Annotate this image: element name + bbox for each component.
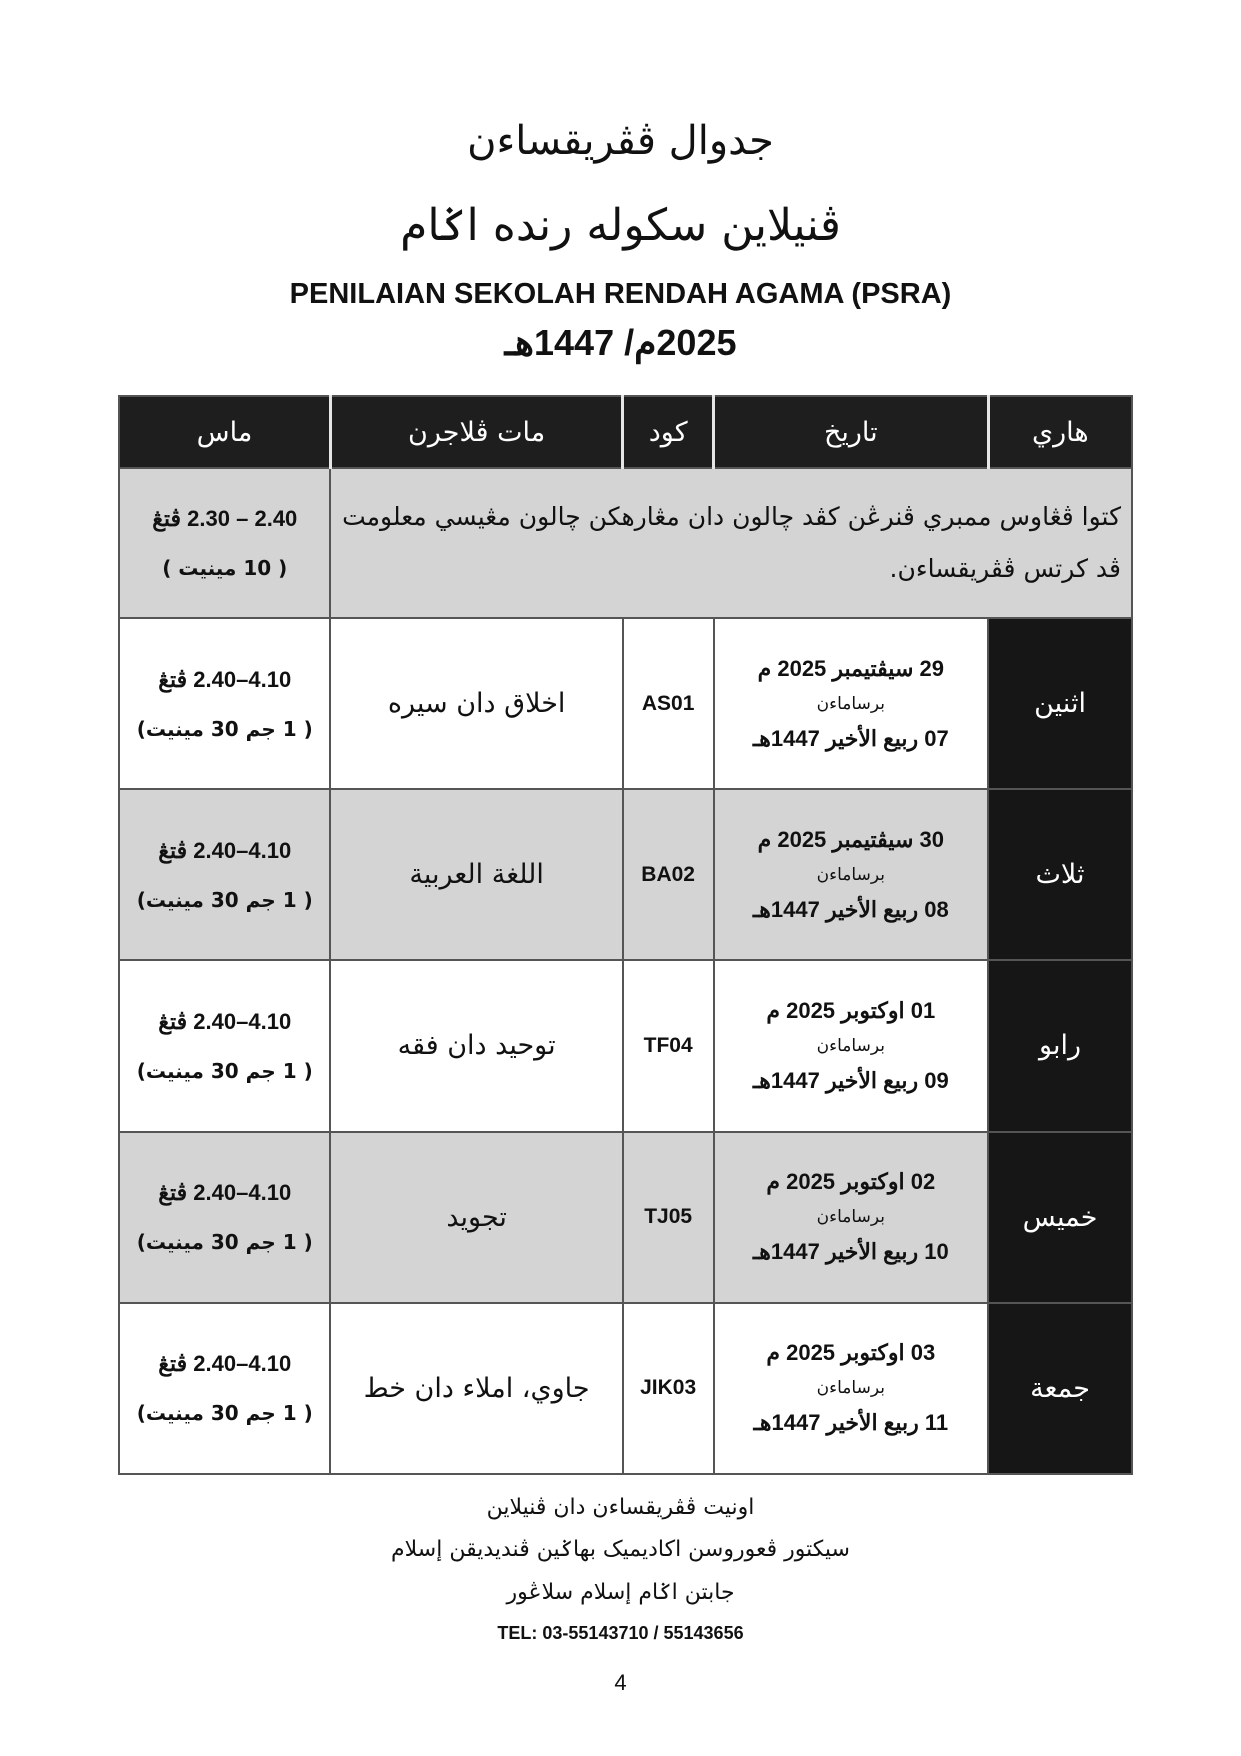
time-cell <box>119 1132 330 1303</box>
date-hijri: 09 ربيع الأخير 1447هـ <box>752 1067 949 1093</box>
time-range: 4.10–2.40 ڤتڠ <box>158 837 292 863</box>
table-row <box>119 1132 1132 1303</box>
time-duration: ( 1 جم 30 مينيت) <box>136 887 313 912</box>
day-cell: ثلاث <box>988 789 1132 960</box>
time-cell <box>119 960 330 1131</box>
day-cell: جمعة <box>988 1303 1132 1474</box>
document-title: جدوال ڤڤريقساءن <box>467 118 774 164</box>
time-cell <box>119 618 330 789</box>
day-cell: اثنين <box>988 618 1132 789</box>
table-row <box>119 618 1132 789</box>
briefing-time-cell <box>119 468 330 618</box>
date-gregorian: 01 اوکتوبر 2025 م <box>766 997 936 1023</box>
briefing-note-cell <box>330 468 1132 618</box>
table-row <box>119 789 1132 960</box>
time-duration: ( 1 جم 30 مينيت) <box>136 1401 313 1426</box>
date-gregorian: 02 اوکتوبر 2025 م <box>766 1169 936 1195</box>
time-range: 4.10–2.40 ڤتڠ <box>158 1180 292 1206</box>
footer-telephone: TEL: 03-55143710 / 55143656 <box>497 1623 744 1643</box>
page-number: 4 <box>614 1670 627 1695</box>
document-year: 2025م/ 1447هـ <box>504 322 737 363</box>
document-subtitle-latin: PENILAIAN SEKOLAH RENDAH AGAMA (PSRA) <box>289 278 952 310</box>
code-cell: TJ05 <box>623 1132 714 1303</box>
time-range: 4.10–2.40 ڤتڠ <box>158 1008 292 1034</box>
subject-cell: جاوي، املاء دان خط <box>330 1303 622 1474</box>
subject-cell: توحيد دان فقه <box>330 960 622 1131</box>
table-header-row <box>119 396 1132 468</box>
date-hijri: 11 ربيع الأخير 1447هـ <box>753 1410 949 1436</box>
code-cell: AS01 <box>623 618 714 789</box>
header-code: کود <box>623 396 714 468</box>
date-gregorian: 03 اوکتوبر 2025 م <box>766 1340 936 1366</box>
code-cell: TF04 <box>623 960 714 1131</box>
briefing-row <box>119 468 1132 618</box>
date-together: برساماءن <box>816 1378 885 1399</box>
date-together: برساماءن <box>816 693 885 714</box>
document-subtitle-jawi: ڤنيلاين سکوله رنده اݢام <box>400 200 841 251</box>
briefing-note-text: کتوا ڤڠاوس ممبري ڤنرڠن کڤد چالون دان مڠارهکن چالون مڠيسي معلومت ڤد کرتس ڤڤريقساءن. <box>342 502 1121 583</box>
date-hijri: 08 ربيع الأخير 1447هـ <box>752 896 949 922</box>
header-subject: مات ڤلاجرن <box>330 396 622 468</box>
table-row <box>119 1303 1132 1474</box>
time-cell <box>119 1303 330 1474</box>
exam-schedule-table <box>118 395 1133 1475</box>
header-time: ماس <box>119 396 330 468</box>
footer-department: جابتن اݢام إسلام سلاڠور <box>506 1580 735 1605</box>
time-range: 4.10–2.40 ڤتڠ <box>158 666 292 692</box>
subject-cell: تجويد <box>330 1132 622 1303</box>
date-together: برساماءن <box>816 864 885 885</box>
subject-cell: اللغة العربية <box>330 789 622 960</box>
table-row <box>119 960 1132 1131</box>
date-cell <box>714 960 989 1131</box>
day-cell: خميس <box>988 1132 1132 1303</box>
date-gregorian: 29 سيڤتيمبر 2025 م <box>757 655 944 681</box>
date-cell <box>714 1303 989 1474</box>
code-cell: JIK03 <box>623 1303 714 1474</box>
date-together: برساماءن <box>816 1035 885 1056</box>
time-cell <box>119 789 330 960</box>
header-day: هاري <box>988 396 1132 468</box>
code-cell: BA02 <box>623 789 714 960</box>
date-cell <box>714 618 989 789</box>
footer-unit: اونيت ڤڤريقساءن دان ڤنيلاين <box>486 1495 755 1520</box>
time-duration: ( 1 جم 30 مينيت) <box>136 1230 313 1255</box>
date-cell <box>714 1132 989 1303</box>
date-hijri: 10 ربيع الأخير 1447هـ <box>752 1239 949 1265</box>
subject-cell: اخلاق دان سيره <box>330 618 622 789</box>
time-duration: ( 1 جم 30 مينيت) <box>136 716 313 741</box>
date-cell <box>714 789 989 960</box>
day-cell: رابو <box>988 960 1132 1131</box>
time-duration: ( 1 جم 30 مينيت) <box>136 1058 313 1083</box>
date-together: برساماءن <box>816 1207 885 1228</box>
header-date: تاريخ <box>714 396 989 468</box>
briefing-duration: ( 10 مينيت ) <box>162 556 288 580</box>
footer-sector: سيکتور ڤعوروسن اکاديميک بهاݢين ڤنديديقن إسلام <box>391 1537 850 1562</box>
time-range: 4.10–2.40 ڤتڠ <box>158 1351 292 1377</box>
date-hijri: 07 ربيع الأخير 1447هـ <box>752 725 949 751</box>
briefing-time: 2.40 – 2.30 ڤتڠ <box>152 506 298 531</box>
date-gregorian: 30 سيڤتيمبر 2025 م <box>757 826 944 852</box>
